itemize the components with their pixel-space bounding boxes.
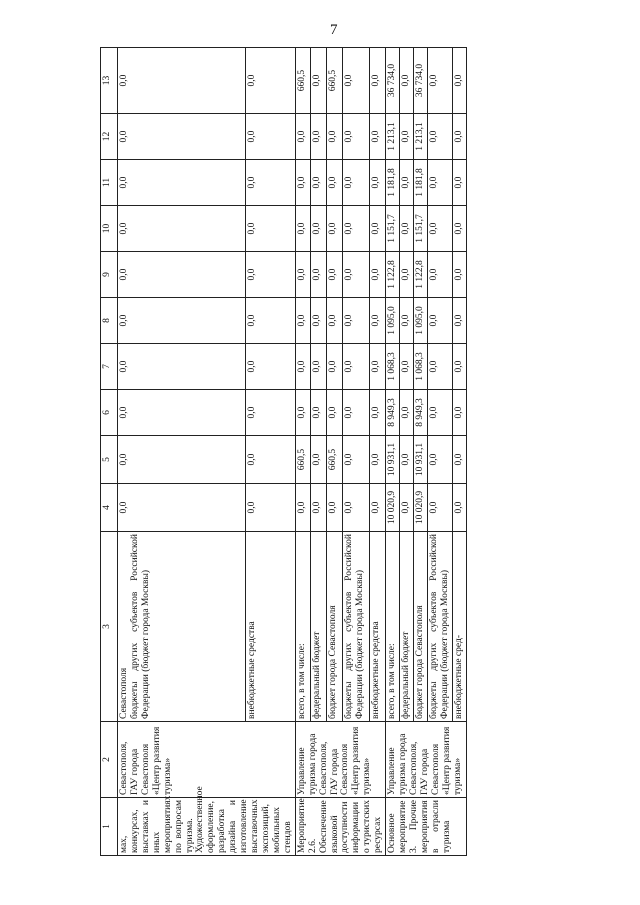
value-cell: 0,0: [118, 298, 246, 344]
value-cell: 10 931,1: [413, 436, 427, 484]
value-cell: 0,0: [342, 344, 370, 390]
value-cell: 0,0: [118, 436, 246, 484]
value-cell: 0,0: [245, 252, 295, 298]
table-row: [386, 48, 400, 856]
value-cell: 0,0: [295, 160, 311, 206]
value-cell: 0,0: [295, 298, 311, 344]
value-cell: 0,0: [326, 114, 342, 160]
value-cell: 0,0: [427, 436, 452, 484]
page-number: 7: [330, 22, 338, 38]
column-header-8: 8: [101, 298, 118, 344]
table-container: [100, 48, 504, 856]
column-header-2: 2: [101, 722, 118, 798]
funding-source-label: бюджеты других субъектов Российской Федерации (бюджет города Москвы): [129, 534, 151, 719]
value-cell: 0,0: [452, 160, 466, 206]
column-header-10: 10: [101, 206, 118, 252]
funding-source-cell: [326, 532, 342, 722]
value-cell: 0,0: [370, 206, 386, 252]
value-cell: 0,0: [342, 390, 370, 436]
value-cell: 0,0: [370, 252, 386, 298]
value-cell: 0,0: [118, 206, 246, 252]
value-cell: 1 181,8: [413, 160, 427, 206]
value-cell: 0,0: [400, 114, 414, 160]
value-cell: 1 095,0: [413, 298, 427, 344]
value-cell: 0,0: [452, 298, 466, 344]
value-cell: 0,0: [245, 48, 295, 114]
value-cell: 0,0: [452, 206, 466, 252]
value-cell: 0,0: [245, 206, 295, 252]
funding-source-cell: [118, 532, 246, 722]
value-cell: 1 122,8: [386, 252, 400, 298]
value-cell: 0,0: [311, 484, 327, 532]
value-cell: 0,0: [245, 114, 295, 160]
value-cell: 1 095,0: [386, 298, 400, 344]
value-cell: 0,0: [245, 436, 295, 484]
value-cell: 36 734,0: [413, 48, 427, 114]
column-header-3: 3: [101, 532, 118, 722]
funding-source-cell: [427, 532, 452, 722]
funding-source-label: бюджеты других субъектов Российской Федерации (бюджет города Москвы): [428, 534, 450, 719]
funding-source-cell: [311, 532, 327, 722]
funding-source-cell: [370, 532, 386, 722]
value-cell: 0,0: [400, 206, 414, 252]
funding-source-cell: [295, 532, 311, 722]
column-header-7: 7: [101, 344, 118, 390]
value-cell: 0,0: [370, 390, 386, 436]
funding-source-label: внебюджетные средства: [246, 621, 257, 719]
funding-source-label: всего, в том числе:: [387, 643, 398, 719]
value-cell: 0,0: [326, 344, 342, 390]
measure-name-cell: Основное мероприятие 3. Прочие мероприятия в отрасли туризма: [386, 798, 467, 856]
value-cell: 0,0: [370, 114, 386, 160]
value-cell: 0,0: [452, 436, 466, 484]
value-cell: 0,0: [311, 206, 327, 252]
value-cell: 0,0: [311, 298, 327, 344]
funding-table: [100, 47, 467, 856]
value-cell: 0,0: [118, 48, 246, 114]
value-cell: 0,0: [326, 252, 342, 298]
value-cell: 0,0: [400, 298, 414, 344]
value-cell: 0,0: [295, 252, 311, 298]
funding-source-label: внебюджетные сред-: [453, 635, 464, 719]
funding-source-cell: [342, 532, 370, 722]
value-cell: 0,0: [118, 252, 246, 298]
value-cell: 0,0: [326, 206, 342, 252]
table-row: [295, 48, 311, 856]
value-cell: 1 151,7: [413, 206, 427, 252]
value-cell: 0,0: [427, 344, 452, 390]
table-row: [118, 48, 246, 856]
value-cell: 0,0: [295, 114, 311, 160]
value-cell: 0,0: [400, 390, 414, 436]
value-cell: 0,0: [427, 390, 452, 436]
value-cell: 0,0: [400, 344, 414, 390]
value-cell: 0,0: [370, 48, 386, 114]
value-cell: 0,0: [311, 436, 327, 484]
executor-cell: Севастополя, ГАУ города Севастополя «Центр развития туризма»: [118, 722, 296, 798]
column-header-6: 6: [101, 390, 118, 436]
column-header-9: 9: [101, 252, 118, 298]
executor-cell: Управление туризма города Севастополя, ГАУ города Севастополя «Центр развития туризма»: [386, 722, 467, 798]
value-cell: 660,5: [326, 48, 342, 114]
value-cell: 0,0: [370, 344, 386, 390]
value-cell: 660,5: [326, 436, 342, 484]
value-cell: 0,0: [311, 252, 327, 298]
value-cell: 0,0: [342, 114, 370, 160]
value-cell: 0,0: [400, 48, 414, 114]
value-cell: 0,0: [118, 390, 246, 436]
value-cell: 0,0: [342, 484, 370, 532]
value-cell: 0,0: [311, 114, 327, 160]
value-cell: 0,0: [452, 252, 466, 298]
value-cell: 0,0: [370, 298, 386, 344]
value-cell: 0,0: [452, 390, 466, 436]
value-cell: 36 734,0: [386, 48, 400, 114]
value-cell: 0,0: [245, 390, 295, 436]
value-cell: 1 151,7: [386, 206, 400, 252]
value-cell: 0,0: [295, 206, 311, 252]
funding-source-label: бюджеты других субъектов Российской Федерации (бюджет города Москвы): [343, 534, 365, 719]
value-cell: 0,0: [118, 160, 246, 206]
value-cell: 0,0: [427, 484, 452, 532]
funding-source-cell: [386, 532, 400, 722]
value-cell: 0,0: [342, 160, 370, 206]
value-cell: 8 949,3: [413, 390, 427, 436]
value-cell: 8 949,3: [386, 390, 400, 436]
funding-source-cell: [245, 532, 295, 722]
value-cell: 0,0: [245, 298, 295, 344]
value-cell: 10 020,9: [413, 484, 427, 532]
value-cell: 10 020,9: [386, 484, 400, 532]
value-cell: 0,0: [452, 484, 466, 532]
value-cell: 0,0: [452, 344, 466, 390]
value-cell: 0,0: [295, 484, 311, 532]
value-cell: 660,5: [295, 436, 311, 484]
funding-source-label: бюджет города Севастополя: [327, 605, 338, 719]
value-cell: 0,0: [245, 344, 295, 390]
value-cell: 0,0: [245, 484, 295, 532]
rotated-table-area: [100, 48, 504, 856]
funding-source-label: бюджет города Севастополя: [414, 605, 425, 719]
value-cell: 0,0: [118, 484, 246, 532]
value-cell: 1 068,3: [386, 344, 400, 390]
value-cell: 1 122,8: [413, 252, 427, 298]
value-cell: 0,0: [370, 484, 386, 532]
value-cell: 0,0: [311, 344, 327, 390]
executor-cell: Управление туризма города Севастополя, ГАУ города Севастополя «Центр развития туризма»: [295, 722, 385, 798]
value-cell: 1 213,1: [413, 114, 427, 160]
funding-source-cell: [452, 532, 466, 722]
value-cell: 0,0: [400, 436, 414, 484]
table-body: [118, 48, 467, 856]
value-cell: 0,0: [295, 390, 311, 436]
funding-source-cell: [413, 532, 427, 722]
value-cell: 1 213,1: [386, 114, 400, 160]
value-cell: 0,0: [400, 160, 414, 206]
value-cell: 0,0: [118, 344, 246, 390]
value-cell: 0,0: [295, 344, 311, 390]
funding-source-prefix: Севастополя: [119, 667, 129, 719]
value-cell: 0,0: [311, 48, 327, 114]
column-header-4: 4: [101, 484, 118, 532]
funding-source-cell: [400, 532, 414, 722]
funding-source-label: федеральный бюджет: [312, 631, 323, 719]
value-cell: 0,0: [427, 160, 452, 206]
value-cell: 0,0: [326, 298, 342, 344]
value-cell: 0,0: [311, 390, 327, 436]
value-cell: 1 068,3: [413, 344, 427, 390]
value-cell: 0,0: [326, 160, 342, 206]
value-cell: 0,0: [342, 298, 370, 344]
value-cell: 0,0: [427, 48, 452, 114]
column-header-12: 12: [101, 114, 118, 160]
value-cell: 0,0: [427, 206, 452, 252]
value-cell: 0,0: [326, 484, 342, 532]
value-cell: 0,0: [400, 484, 414, 532]
header-row: [101, 48, 118, 856]
value-cell: 0,0: [342, 252, 370, 298]
value-cell: 0,0: [427, 298, 452, 344]
column-header-1: 1: [101, 798, 118, 856]
value-cell: 0,0: [118, 114, 246, 160]
value-cell: 0,0: [342, 48, 370, 114]
value-cell: 0,0: [427, 252, 452, 298]
funding-source-label: федеральный бюджет: [401, 631, 412, 719]
value-cell: 0,0: [452, 114, 466, 160]
value-cell: 0,0: [342, 436, 370, 484]
measure-name-cell: мах, конкурсах, выставках и иных мероприятиях по вопросам туризма. Художественное оформление, разработка дизайна и изготовление выставочных экспозиций, мобильных стендов: [118, 798, 296, 856]
value-cell: 0,0: [370, 160, 386, 206]
value-cell: 0,0: [370, 436, 386, 484]
value-cell: 1 181,8: [386, 160, 400, 206]
funding-source-label: внебюджетные средства: [371, 621, 382, 719]
value-cell: 10 931,1: [386, 436, 400, 484]
value-cell: 0,0: [342, 206, 370, 252]
column-header-5: 5: [101, 436, 118, 484]
value-cell: 0,0: [452, 48, 466, 114]
value-cell: 0,0: [400, 252, 414, 298]
value-cell: 0,0: [427, 114, 452, 160]
funding-source-label: всего, в том числе:: [296, 643, 307, 719]
column-header-13: 13: [101, 48, 118, 114]
value-cell: 0,0: [326, 390, 342, 436]
value-cell: 0,0: [245, 160, 295, 206]
value-cell: 0,0: [311, 160, 327, 206]
value-cell: 660,5: [295, 48, 311, 114]
column-header-11: 11: [101, 160, 118, 206]
measure-name-cell: Мероприятие 2.6. Обеспечение языковой доступности информации о туристских ресурсах: [295, 798, 385, 856]
